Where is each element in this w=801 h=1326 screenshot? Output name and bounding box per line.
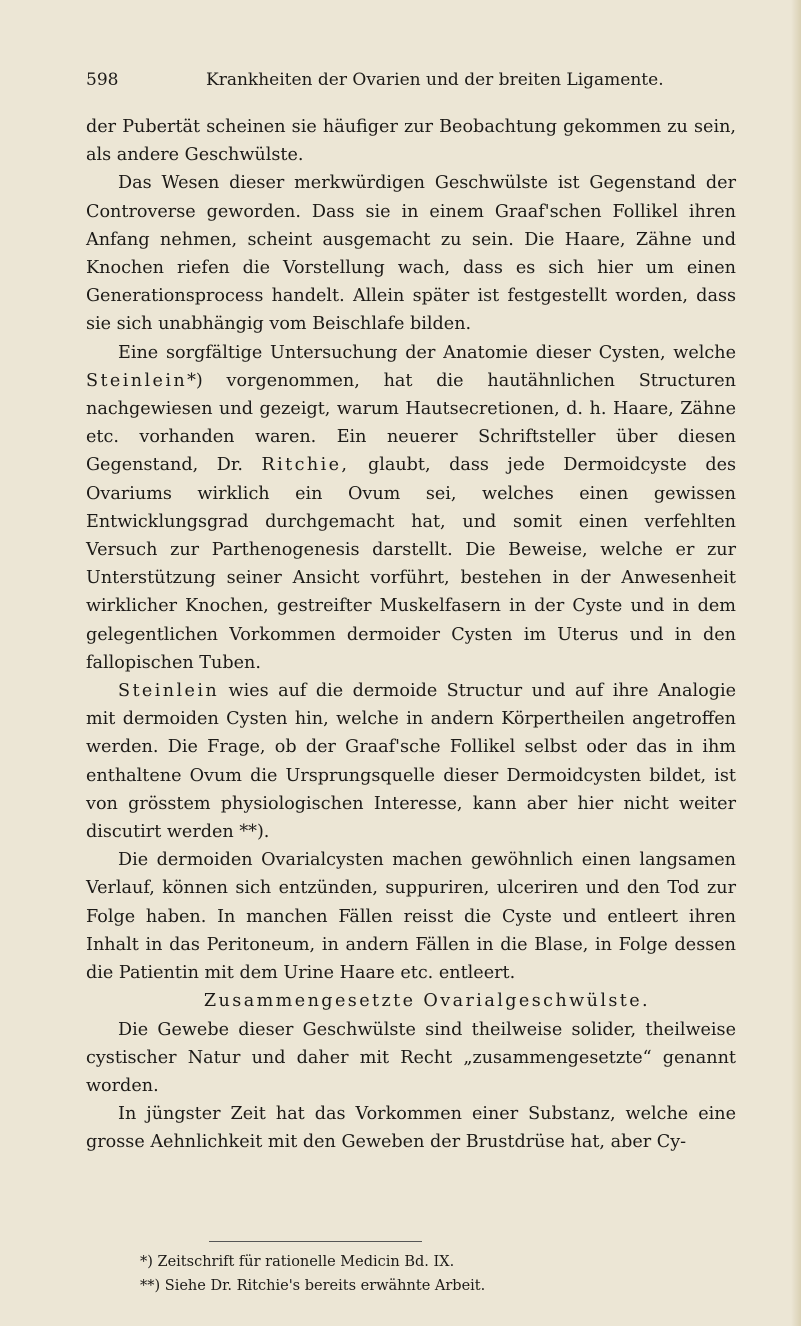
paragraph-7-text: In jüngster Zeit hat das Vorkommen einer Substanz, welche eine grosse Aehnlichkeit mit den Geweben der Brustdrüse hat, aber Cy- [86,1104,736,1153]
author-name-ritchie: Ritchie, [261,455,350,476]
running-title: Krankheiten der Ovarien und der breiten Ligamente. [206,70,664,90]
paragraph-2 [86,169,736,338]
footnote-2: **) Siehe Dr. Ritchie's bereits erwähnte Arbeit. [140,1278,486,1294]
author-name-steinlein: Steinlein [86,370,188,391]
paragraph-3 [86,339,736,677]
paragraph-5-text: Die dermoiden Ovarialcysten machen gewöhnlich einen langsamen Verlauf, können sich entzünden, suppuriren, ulceriren und den Tod zur Folge haben. In manchen Fällen reisst die Cyste und entleert ihren Inhalt in das Peritoneum, in andern Fällen in die Blase, in Folge dessen die Patientin mit dem Urine Haare etc. entleert. [86,850,736,984]
page-header [86,68,746,92]
paragraph-4-text: wies auf die dermoide Structur und auf ihre Analogie mit dermoiden Cysten hin, welche in andern Körpertheilen angetroffen werden. Die Frage, ob der Graaf'sche Follikel selbst oder das in ihm enthaltene Ovum die Ursprungsquelle dieser Dermoidcysten bildet, ist von grösstem physiologischen Interesse, kann aber hier nicht weiter discutirt werden **). [86,681,737,843]
paragraph-6 [86,1016,736,1101]
body-text [86,113,736,1157]
author-name-steinlein-2: Steinlein [118,681,220,702]
footnotes [140,1250,740,1298]
paragraph-3-text-c: glaubt, dass jede Dermoidcyste des Ovariums wirklich ein Ovum sei, welches einen gewissen Entwicklungsgrad durchgemacht hat, und somit einen verfehlten Versuch zur Parthenogenesis darstellt. Die Beweise, welche er zur Unterstützung seiner Ansicht vorführt, bestehen in der Anwesenheit wirklicher Knochen, gestreifter Muskelfasern in der Cyste und in dem gelegentlichen Vorkommen dermoider Cysten im Uterus und in den fallopischen Tuben. [86,455,737,673]
paragraph-3-text-a: Eine sorgfältige Untersuchung der Anatomie dieser Cysten, welche [118,342,736,363]
page-edge-shadow [791,0,801,1326]
footnote-1: *) Zeitschrift für rationelle Medicin Bd. IX. [140,1254,455,1270]
paragraph-1 [86,113,736,169]
paragraph-4 [86,677,736,846]
paragraph-2-text: Das Wesen dieser merkwürdigen Geschwülste ist Gegenstand der Controverse geworden. Dass sie in einem Graaf'schen Follikel ihren Anfang nehmen, scheint ausgemacht zu sein. Die Haare, Zähne und Knochen riefen die Vorstellung wach, dass es sich hier um einen Generationsprocess handelt. Allein später ist festgestellt worden, dass sie sich unabhängig vom Beischlafe bilden. [86,173,736,335]
footnote-rule [209,1241,422,1242]
paragraph-5 [86,846,736,987]
paragraph-3-text-b: *) vorgenommen, hat die hautähnlichen Structuren nachgewiesen und gezeigt, warum Hautsecretionen, d. h. Haare, Zähne etc. vorhanden waren. Ein neuerer Schriftsteller über diesen Gegenstand, Dr. [86,370,736,476]
paragraph-7 [86,1100,736,1156]
section-heading: Zusammengesetzte Ovarialgeschwülste. [203,991,651,1012]
paragraph-1-text: der Pubertät scheinen sie häufiger zur Beobachtung gekommen zu sein, als andere Geschwülste. [86,117,736,166]
page-number: 598 [86,70,119,90]
paragraph-6-text: Die Gewebe dieser Geschwülste sind theilweise solider, theilweise cystischer Natur und daher mit Recht „zusammengesetzte“ genannt worden. [86,1019,736,1096]
